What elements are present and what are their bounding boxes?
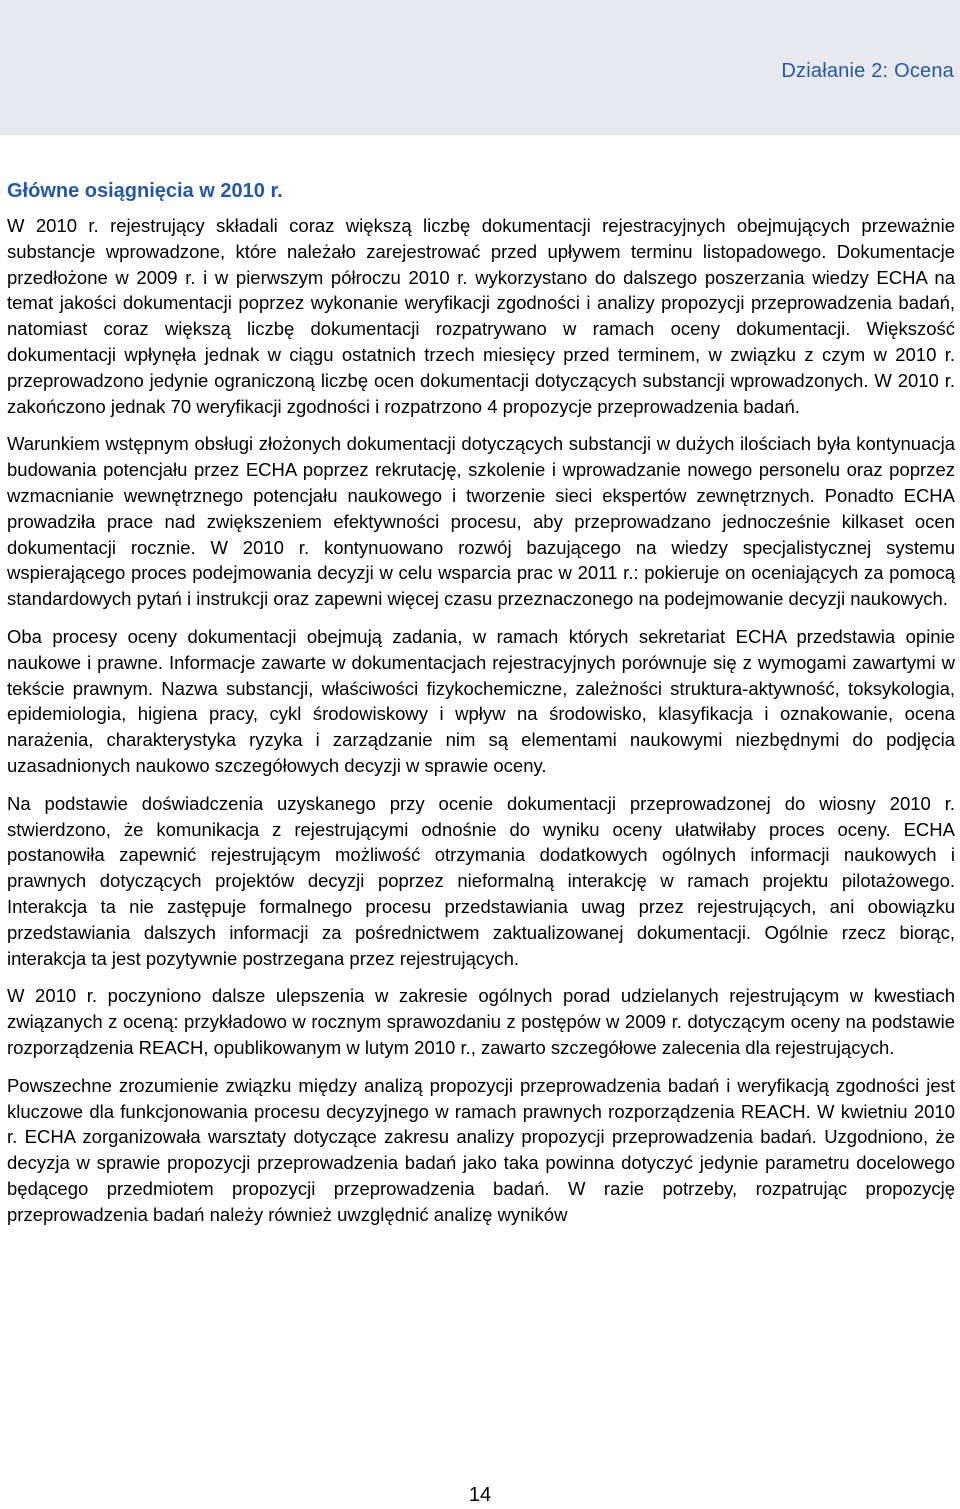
page-number: 14	[468, 1484, 492, 1506]
document-body	[7, 178, 955, 1239]
header-band	[0, 0, 960, 135]
paragraph-5: W 2010 r. poczyniono dalsze ulepszenia w zakresie ogólnych porad udzielanych rejestrującym w kwestiach związanych z oceną: przykładowo w rocznym sprawozdaniu z postępów w 2009 r. dotyczącym oceny na podstawie rozporządzenia REACH, opublikowanym w lutym 2010 r., zawarto szczegółowe zalecenia dla rejestrujących.	[7, 985, 955, 1058]
paragraph-3: Oba procesy oceny dokumentacji obejmują zadania, w ramach których sekretariat ECHA przedstawia opinie naukowe i prawne. Informacje zawarte w dokumentacjach rejestracyjnych porównuje się z wymogami zawartymi w tekście prawnym. Nazwa substancji, właściwości fizykochemiczne, zależności struktura-aktywność, toksykologia, epidemiologia, higiena pracy, cykl środowiskowy i wpływ na środowisko, klasyfikacja i oznakowanie, ocena narażenia, charakterystyka ryzyka i zarządzanie nim są elementami naukowymi niezbędnymi do podjęcia uzasadnionych naukowo szczegółowych decyzji w sprawie oceny.	[7, 625, 955, 776]
section-heading: Główne osiągnięcia w 2010 r.	[7, 180, 283, 202]
paragraph-6: Powszechne zrozumienie związku między analizą propozycji przeprowadzenia badań i weryfikacją zgodności jest kluczowe dla funkcjonowania procesu decyzyjnego w ramach prawnych rozporządzenia REACH. W kwietniu 2010 r. ECHA zorganizowała warsztaty dotyczące zakresu analizy propozycji przeprowadzenia badań. Uzgodniono, że decyzja w sprawie propozycji przeprowadzenia badań jako taka powinna dotyczyć jedynie parametru docelowego będącego przedmiotem propozycji przeprowadzenia badań. W razie potrzeby, rozpatrując propozycję przeprowadzenia badań należy również uwzględnić analizę wyników	[7, 1074, 955, 1225]
paragraph-1: W 2010 r. rejestrujący składali coraz większą liczbę dokumentacji rejestracyjnych obejmujących przeważnie substancje wprowadzone, które należało zarejestrować przed upływem terminu listopadowego. Dokumentacje przedłożone w 2009 r. i w pierwszym półroczu 2010 r. wykorzystano do dalszego poszerzania wiedzy ECHA na temat jakości dokumentacji poprzez wykonanie weryfikacji zgodności i analizy propozycji przeprowadzenia badań, natomiast coraz większą liczbę dokumentacji rozpatrywano w ramach oceny dokumentacji. Większość dokumentacji wpłynęła jednak w ciągu ostatnich trzech miesięcy przed terminem, w związku z czym w 2010 r. przeprowadzono jedynie ograniczoną liczbę ocen dokumentacji dotyczących substancji wprowadzonych. W 2010 r. zakończono jednak 70 weryfikacji zgodności i rozpatrzono 4 propozycje przeprowadzenia badań.	[7, 215, 955, 417]
section-header-title: Działanie 2: Ocena	[781, 60, 954, 82]
paragraph-4: Na podstawie doświadczenia uzyskanego przy ocenie dokumentacji przeprowadzonej do wiosny 2010 r. stwierdzono, że komunikacja z rejestrującymi odnośnie do wyniku oceny ułatwiłaby proces oceny. ECHA postanowiła zapewnić rejestrującym możliwość otrzymania dodatkowych ogólnych informacji naukowych i prawnych dotyczących projektów decyzji poprzez nieformalną interakcję w ramach projektu pilotażowego. Interakcja ta nie zastępuje formalnego procesu przedstawiania uwag przez rejestrujących, ani obowiązku przedstawiania dalszych informacji za pośrednictwem zaktualizowanej dokumentacji. Ogólnie rzecz biorąc, interakcja ta jest pozytywnie postrzegana przez rejestrujących.	[7, 792, 955, 969]
paragraph-2: Warunkiem wstępnym obsługi złożonych dokumentacji dotyczących substancji w dużych ilościach była kontynuacja budowania potencjału przez ECHA poprzez rekrutację, szkolenie i wprowadzanie nowego personelu oraz poprzez wzmacnianie wewnętrznego potencjału naukowego i tworzenie sieci ekspertów zewnętrznych. Ponadto ECHA prowadziła prace nad zwiększeniem efektywności procesu, aby przeprowadzano jednocześnie kilkaset ocen dokumentacji rocznie. W 2010 r. kontynuowano rozwój bazującego na wiedzy specjalistycznej systemu wspierającego proces podejmowania decyzji w celu wsparcia prac w 2011 r.: pokieruje on oceniających za pomocą standardowych pytań i instrukcji oraz zapewni więcej czasu przeznaczonego na podejmowanie decyzji naukowych.	[7, 433, 955, 610]
